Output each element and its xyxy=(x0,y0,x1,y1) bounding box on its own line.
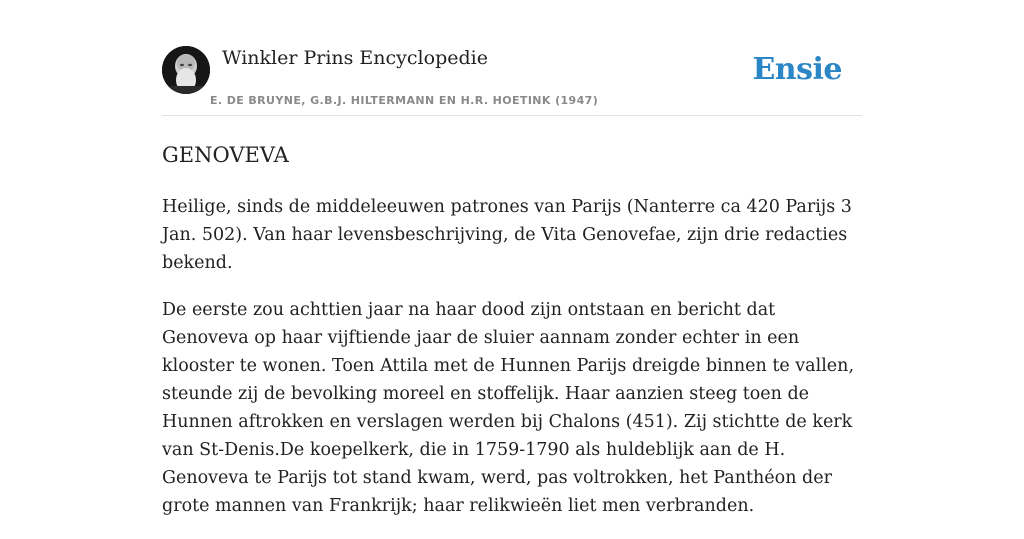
source-title[interactable]: Winkler Prins Encyclopedie xyxy=(222,47,488,69)
article-paragraph: De eerste zou achttien jaar na haar dood zijn ontstaan en bericht dat Genoveva op haar vijftiende jaar de sluier aannam zonder echter in een klooster te wonen. Toen Attila met de Hunnen Parijs dreigde binnen te vallen, steunde zij de bevolking moreel en stoffelijk. Haar aanzien steeg toen de Hunnen aftrokken en verslagen werden bij Chalons (451). Zij stichtte de kerk van St-Denis.De koepelkerk, die in 1759-1790 als huldeblijk aan de H. Genoveva te Parijs tot stand kwam, werd, pas voltrokken, het Panthéon der grote mannen van Frankrijk; haar relikwieën liet men verbranden. xyxy=(162,300,855,516)
source-header xyxy=(162,46,862,116)
header-divider xyxy=(162,115,862,116)
author-portrait-icon[interactable] xyxy=(162,46,210,94)
article-paragraph: Heilige, sinds de middeleeuwen patrones van Parijs (Nanterre ca 420 Parijs 3 Jan. 502). Van haar levensbeschrijving, de Vita Genovefae, zijn drie redacties bekend. xyxy=(162,197,852,273)
article-title: GENOVEVA xyxy=(162,143,289,167)
ensie-logo[interactable]: Ensie xyxy=(752,52,842,87)
article xyxy=(162,140,862,539)
source-authors: E. DE BRUYNE, G.B.J. HILTERMANN EN H.R. HOETINK (1947) xyxy=(210,94,599,107)
